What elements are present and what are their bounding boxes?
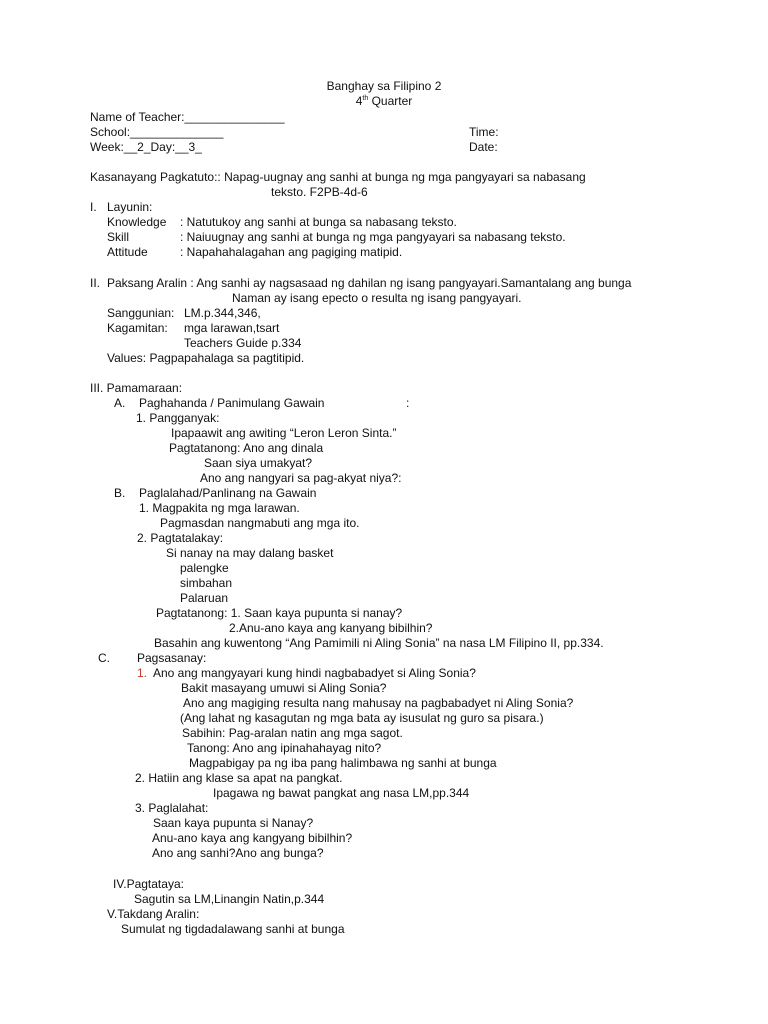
question-ano-nangyari: Ano ang nangyari sa pag-akyat niya?: [200,471,402,485]
document-title: Banghay sa Filipino 2 [326,79,442,93]
paksa-line-1: Paksang Aralin : Ang sanhi ay nagsasaad ng dahilan ng isang pangyayari.Samantalang ang bunga [107,276,632,290]
objective-text-skill: : Naiuugnay ang sanhi at bunga ng mga pangyayari sa nabasang teksto. [180,230,566,244]
tanong-line: Tanong: Ano ang ipinahahayag nito? [187,741,382,755]
question-saan-siya: Saan siya umakyat? [204,456,313,470]
objective-text-attitude: : Napahahalagahan ang pagiging matipid. [180,245,403,259]
objective-label-knowledge: Knowledge [107,215,167,229]
basahin-line: Basahin ang kuwentong “Ang Pamimili ni Aling Sonia” na nasa LM Filipino II, pp.334. [154,636,604,650]
saan-nanay-line: Saan kaya pupunta si Nanay? [153,816,314,830]
sabihin-line: Sabihin: Pag-aralan natin ang mga sagot. [182,726,403,740]
ipagawa-line: Ipagawa ng bawat pangkat ang nasa LM,pp.344 [213,786,470,800]
section-number-i: I. [90,200,97,214]
paglalahat-line: 3. Paglalahat: [135,801,209,815]
kasanayan-line-2: teksto. F2PB-4d-6 [271,185,368,199]
step-c-title: Pagsasanay: [137,651,207,665]
paksa-line-2: Naman ay isang epecto o resulta ng isang pangyayari. [232,291,522,305]
kagamitan-value-2: Teachers Guide p.334 [184,336,302,350]
step-b-letter: B. [114,486,126,500]
ipapaawit-line: Ipapaawit ang awiting “Leron Leron Sinta.” [171,426,397,440]
objective-text-knowledge: : Natutukoy ang sanhi at bunga sa nabasang teksto. [180,215,457,229]
pamamaraan-heading: III. Pamamaraan: [90,381,183,395]
kagamitan-label: Kagamitan: [107,321,168,335]
quarter-label: 4th Quarter [355,94,413,108]
date-field: Date: [469,140,498,154]
pagtatanong-line-2: Pagtatanong: 1. Saan kaya pupunta si nanay? [156,606,403,620]
pagsasanay-question-1: Ano ang mangyayari kung hindi nagbabadyet si Aling Sonia? [153,666,476,680]
kasanayan-line-1: Kasanayang Pagkatuto:: Napag-uugnay ang sanhi at bunga ng mga pangyayari sa nabasang [90,170,586,184]
pangganyak-line: 1. Pangganyak: [136,411,220,425]
week-day-field: Week:__2_Day:__3_ [90,140,202,154]
objective-label-attitude: Attitude [107,245,148,259]
ang-lahat-line: (Ang lahat ng kasagutan ng mga bata ay isusulat ng guro sa pisara.) [180,711,544,725]
sanggunian-label: Sanggunian: [107,306,175,320]
layunin-heading: Layunin: [107,200,153,214]
teacher-name-field: Name of Teacher:_______________ [90,110,285,124]
step-b-title: Paglalahad/Panlinang na Gawain [139,486,317,500]
pagtatanong-line-1: Pagtatanong: Ano ang dinala [169,441,324,455]
objective-label-skill: Skill [107,230,130,244]
sanggunian-value: LM.p.344,346, [184,306,261,320]
place-item: Palaruan [180,591,229,605]
takdang-aralin-heading: V.Takdang Aralin: [107,907,200,921]
si-nanay-line: Si nanay na may dalang basket [166,546,334,560]
ano-sanhi-line: Ano ang sanhi?Ano ang bunga? [152,846,324,860]
step-a-title: Paghahanda / Panimulang Gawain [139,396,325,410]
pagtatalakay-line: 2. Pagtatalakay: [137,531,224,545]
place-item: simbahan [180,576,233,590]
pagsasanay-number-1: 1. [137,666,148,680]
kagamitan-value-1: mga larawan,tsart [184,321,280,335]
anu-ano-kangyang-line: Anu-ano kaya ang kangyang bibilhin? [152,831,353,845]
step-a-colon: : [406,396,410,410]
bakit-line: Bakit masayang umuwi si Aling Sonia? [181,681,387,695]
time-field: Time: [469,125,499,139]
takdang-aralin-text: Sumulat ng tigdadalawang sanhi at bunga [121,922,345,936]
school-field: School:______________ [90,125,224,139]
anu-ano-line: 2.Anu-ano kaya ang kanyang bibilhin? [229,621,433,635]
section-number-ii: II. [90,276,101,290]
hatiin-line: 2. Hatiin ang klase sa apat na pangkat. [135,771,343,785]
step-c-letter: C. [98,651,110,665]
values-line: Values: Pagpapahalaga sa pagtitipid. [107,351,305,365]
pagmasdan-line: Pagmasdan nangmabuti ang mga ito. [160,516,360,530]
pagtataya-heading: IV.Pagtataya: [113,877,184,891]
magpakita-line: 1. Magpakita ng mga larawan. [139,501,300,515]
place-item: palengke [180,561,229,575]
pagtataya-text: Sagutin sa LM,Linangin Natin,p.344 [134,892,325,906]
magpabigay-line: Magpabigay pa ng iba pang halimbawa ng sanhi at bunga [189,756,497,770]
ano-magiging-line: Ano ang magiging resulta nang mahusay na pagbabadyet ni Aling Sonia? [183,696,574,710]
step-a-letter: A. [114,396,126,410]
